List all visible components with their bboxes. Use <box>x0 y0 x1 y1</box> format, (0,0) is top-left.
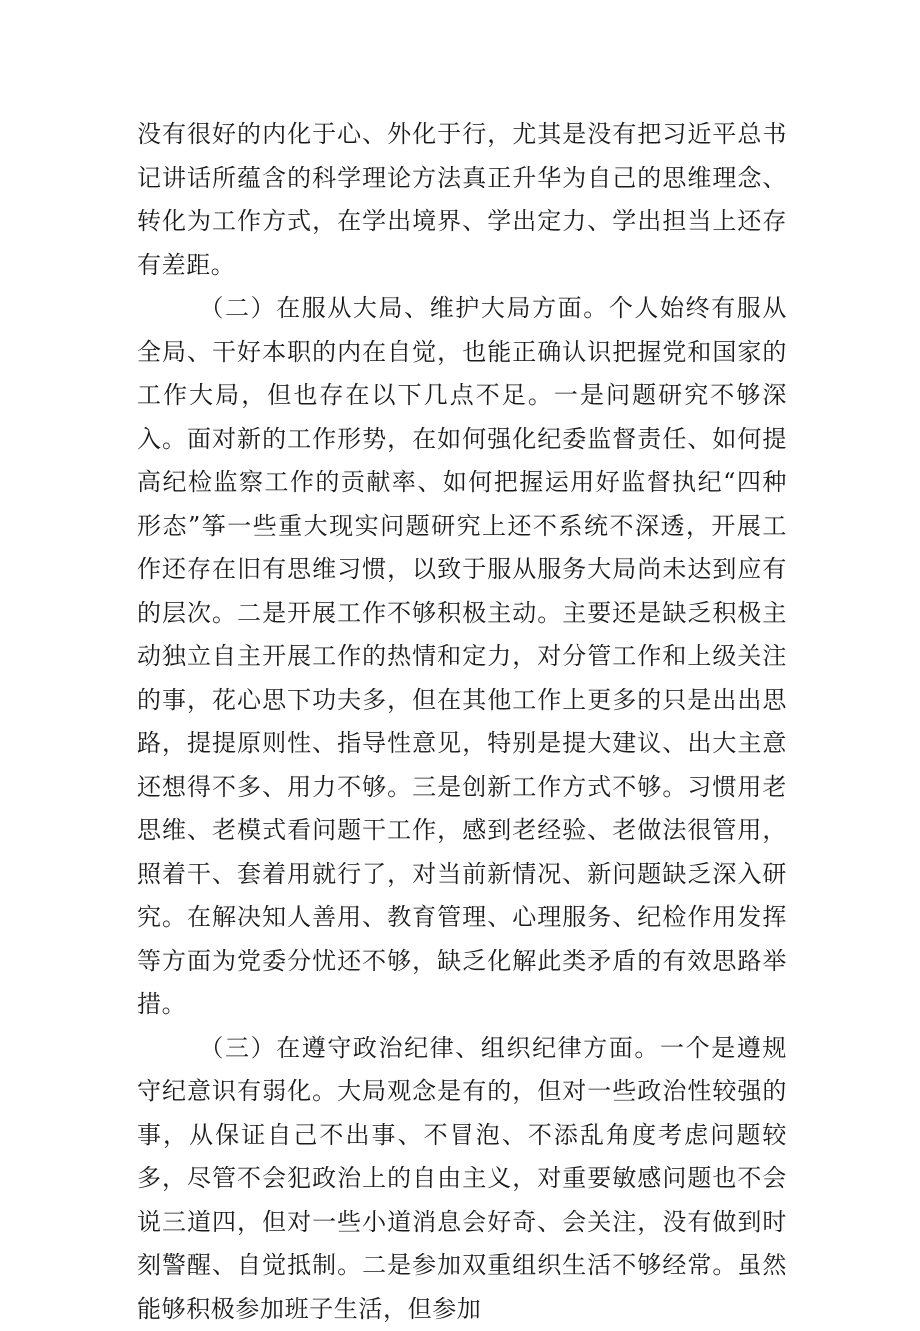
paragraph-continuation: 没有很好的内化于心、外化于行，尤其是没有把习近平总书记讲话所蕴含的科学理论方法真正升华为自己的思维理念、转化为工作方式，在学出境界、学出定力、学出担当上还存有差距。 <box>137 113 787 287</box>
paragraph-section-two: （二）在服从大局、维护大局方面。个人始终有服从全局、干好本职的内在自觉，也能正确认识把握党和国家的工作大局，但也存在以下几点不足。一是问题研究不够深入。面对新的工作形势，在如何强化纪委监督责任、如何提高纪检监察工作的贡献率、如何把握运用好监督执纪“四种形态”筝一些重大现实问题研究上还不系统不深透，开展工作还存在旧有思维习惯，以致于服从服务大局尚未达到应有的层次。二是开展工作不够积极主动。主要还是缺乏积极主动独立自主开展工作的热情和定力，对分管工作和上级关注的事，花心思下功夫多，但在其他工作上更多的只是出出思路，提提原则性、指导性意见，特别是提大建议、出大主意还想得不多、用力不够。三是创新工作方式不够。习惯用老思维、老模式看问题干工作，感到老经验、老做法很管用，照着干、套着用就行了，对当前新情况、新问题缺乏深入研究。在解决知人善用、教育管理、心理服务、纪检作用发挥等方面为党委分忧还不够，缺乏化解此类矛盾的有效思路举措。 <box>137 287 787 1027</box>
paragraph-section-three: （三）在遵守政治纪律、组织纪律方面。一个是遵规守纪意识有弱化。大局观念是有的，但对一些政治性较强的事，从保证自己不出事、不冒泡、不添乱角度考虑问题较多，尽管不会犯政治上的自由主义，对重要敏感问题也不会说三道四，但对一些小道消息会好奇、会关注，没有做到时刻警醒、自觉抵制。二是参加双重组织生活不够经常。虽然能够积极参加班子生活，但参加 <box>137 1027 787 1331</box>
document-page <box>137 113 787 1331</box>
